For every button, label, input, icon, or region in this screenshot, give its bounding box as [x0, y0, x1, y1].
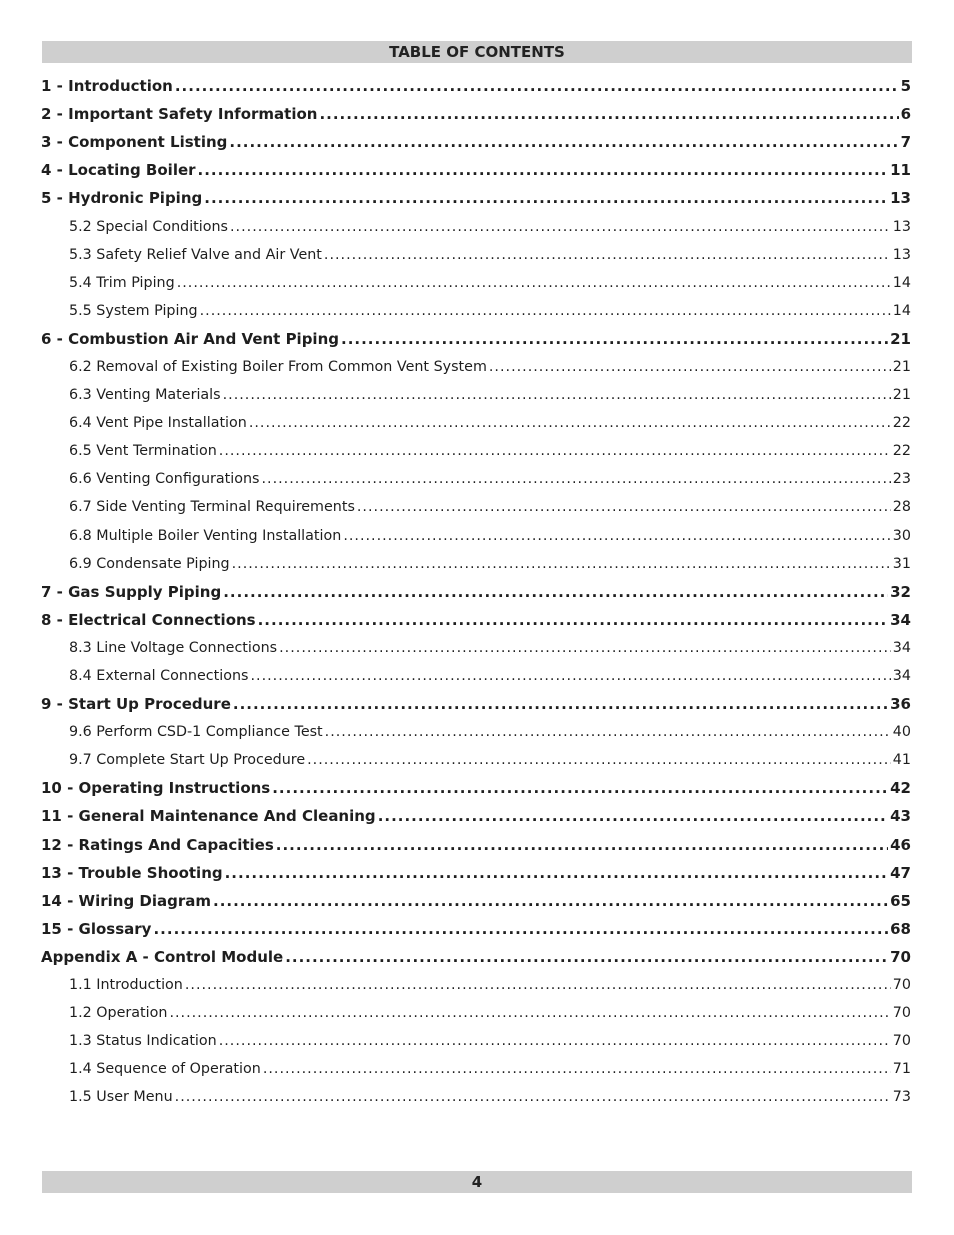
toc-entry-page: 36: [890, 695, 911, 714]
toc-section-entry[interactable]: [41, 887, 911, 915]
toc-entry-page: 70: [892, 977, 911, 994]
toc-subsection-entry[interactable]: [41, 522, 911, 550]
toc-entry-title: 1.1 Introduction: [69, 977, 183, 994]
dot-leader: [213, 892, 888, 910]
toc-section-entry[interactable]: [41, 690, 911, 718]
toc-subsection-entry[interactable]: [41, 746, 911, 774]
dot-leader: [169, 1005, 890, 1021]
toc-entry-title: 5.3 Safety Relief Valve and Air Vent: [69, 246, 322, 263]
toc-header-bar: [42, 41, 912, 63]
toc-entry-page: 7: [900, 133, 911, 152]
toc-section-entry[interactable]: [41, 802, 911, 830]
toc-subsection-entry[interactable]: [41, 241, 911, 269]
dot-leader: [225, 864, 889, 882]
toc-subsection-entry[interactable]: [41, 971, 911, 999]
toc-section-entry[interactable]: [41, 774, 911, 802]
toc-entry-title: 6.4 Vent Pipe Installation: [69, 415, 247, 432]
toc-entry-page: 68: [890, 919, 911, 938]
toc-entry-page: 13: [890, 189, 911, 208]
page-title: TABLE OF CONTENTS: [389, 43, 565, 61]
toc-entry-title: 5 - Hydronic Piping: [41, 189, 203, 208]
toc-entry-page: 14: [892, 274, 911, 291]
toc-entry-page: 5: [900, 77, 911, 96]
toc-entry-page: 6: [900, 105, 911, 124]
dot-leader: [258, 611, 889, 629]
toc-entry-title: 1.5 User Menu: [69, 1089, 173, 1106]
toc-entry-page: 28: [892, 499, 911, 516]
dot-leader: [175, 1089, 891, 1105]
toc-entry-title: 13 - Trouble Shooting: [41, 863, 223, 882]
toc-entry-title: 1.3 Status Indication: [69, 1033, 217, 1050]
toc-entry-page: 31: [892, 555, 911, 572]
toc-entry-title: 6.3 Venting Materials: [69, 387, 221, 404]
page-number: 4: [471, 1173, 483, 1191]
toc-entry-title: 1.4 Sequence of Operation: [69, 1061, 261, 1078]
toc-subsection-entry[interactable]: [41, 437, 911, 465]
toc-section-entry[interactable]: [41, 325, 911, 353]
dot-leader: [319, 105, 898, 123]
toc-entry-page: 70: [892, 1033, 911, 1050]
toc-subsection-entry[interactable]: [41, 718, 911, 746]
dot-leader: [249, 415, 891, 431]
toc-section-entry[interactable]: [41, 100, 911, 128]
toc-entry-page: 41: [892, 752, 911, 769]
dot-leader: [324, 247, 891, 263]
dot-leader: [261, 471, 890, 487]
dot-leader: [343, 528, 890, 544]
dot-leader: [177, 275, 891, 291]
toc-entry-page: 21: [892, 358, 911, 375]
toc-section-entry[interactable]: [41, 859, 911, 887]
toc-entry-page: 14: [892, 302, 911, 319]
toc-entry-title: 5.4 Trim Piping: [69, 274, 175, 291]
toc-entry-page: 30: [892, 527, 911, 544]
toc-section-entry[interactable]: [41, 156, 911, 184]
toc-entry-page: 21: [890, 329, 911, 348]
toc-entry-page: 11: [890, 161, 911, 180]
toc-entry-page: 34: [892, 668, 911, 685]
dot-leader: [276, 836, 888, 854]
dot-leader: [233, 695, 888, 713]
toc-subsection-entry[interactable]: [41, 212, 911, 240]
toc-entry-title: 7 - Gas Supply Piping: [41, 582, 222, 601]
dot-leader: [272, 779, 888, 797]
toc-subsection-entry[interactable]: [41, 297, 911, 325]
toc-entry-page: 13: [892, 218, 911, 235]
toc-section-entry[interactable]: [41, 606, 911, 634]
toc-subsection-entry[interactable]: [41, 634, 911, 662]
toc-entry-title: 6 - Combustion Air And Vent Piping: [41, 329, 339, 348]
toc-entry-page: 73: [892, 1089, 911, 1106]
toc-subsection-entry[interactable]: [41, 381, 911, 409]
toc-entry-title: 9.7 Complete Start Up Procedure: [69, 752, 306, 769]
toc-entry-title: 3 - Component Listing: [41, 133, 228, 152]
dot-leader: [198, 161, 889, 179]
toc-entry-page: 34: [892, 639, 911, 656]
toc-entry-title: 6.6 Venting Configurations: [69, 471, 260, 488]
toc-entry-title: 8 - Electrical Connections: [41, 610, 256, 629]
toc-entry-title: 8.3 Line Voltage Connections: [69, 639, 278, 656]
toc-entry-page: 47: [890, 863, 911, 882]
toc-entry-page: 65: [890, 891, 911, 910]
toc-subsection-entry[interactable]: [41, 465, 911, 493]
dot-leader: [357, 499, 891, 515]
toc-entry-title: Appendix A - Control Module: [41, 947, 284, 966]
toc-entry-page: 70: [890, 947, 911, 966]
toc-entry-page: 21: [892, 387, 911, 404]
toc-entry-page: 22: [892, 415, 911, 432]
dot-leader: [232, 556, 891, 572]
toc-entry-title: 4 - Locating Boiler: [41, 161, 196, 180]
dot-leader: [325, 724, 891, 740]
toc-subsection-entry[interactable]: [41, 1083, 911, 1111]
dot-leader: [263, 1061, 891, 1077]
toc-subsection-entry[interactable]: [41, 493, 911, 521]
toc-entry-title: 9 - Start Up Procedure: [41, 695, 231, 714]
toc-subsection-entry[interactable]: [41, 269, 911, 297]
toc-subsection-entry[interactable]: [41, 1055, 911, 1083]
toc-entry-page: 70: [892, 1005, 911, 1022]
dot-leader: [223, 387, 891, 403]
toc-subsection-entry[interactable]: [41, 662, 911, 690]
toc-entry-title: 10 - Operating Instructions: [41, 779, 271, 798]
toc-entry-title: 8.4 External Connections: [69, 668, 249, 685]
toc-entry-page: 34: [890, 610, 911, 629]
toc-subsection-entry[interactable]: [41, 999, 911, 1027]
dot-leader: [285, 948, 888, 966]
toc-entry-title: 9.6 Perform CSD-1 Compliance Test: [69, 724, 323, 741]
dot-leader: [223, 583, 888, 601]
toc-entry-page: 13: [892, 246, 911, 263]
toc-section-entry[interactable]: [41, 128, 911, 156]
dot-leader: [307, 752, 891, 768]
dot-leader: [185, 977, 891, 993]
toc-entry-title: 6.2 Removal of Existing Boiler From Common Vent System: [69, 358, 487, 375]
toc-entry-title: 6.8 Multiple Boiler Venting Installation: [69, 527, 342, 544]
toc-entry-page: 32: [890, 582, 911, 601]
dot-leader: [489, 359, 891, 375]
toc-entry-page: 42: [890, 779, 911, 798]
toc-entry-page: 40: [892, 724, 911, 741]
toc-subsection-entry[interactable]: [41, 409, 911, 437]
dot-leader: [378, 807, 888, 825]
toc-entry-page: 71: [892, 1061, 911, 1078]
footer-bar: [42, 1171, 912, 1193]
toc-entry-title: 1.2 Operation: [69, 1005, 168, 1022]
dot-leader: [153, 920, 888, 938]
dot-leader: [204, 189, 888, 207]
toc-entry-page: 43: [890, 807, 911, 826]
dot-leader: [251, 668, 891, 684]
toc-entry-title: 2 - Important Safety Information: [41, 105, 318, 124]
toc-subsection-entry[interactable]: [41, 550, 911, 578]
toc-entry-title: 5.5 System Piping: [69, 302, 198, 319]
toc-entry-page: 22: [892, 443, 911, 460]
toc-entry-title: 6.5 Vent Termination: [69, 443, 217, 460]
toc-section-entry[interactable]: [41, 915, 911, 943]
toc-section-entry[interactable]: [41, 943, 911, 971]
toc-entry-title: 12 - Ratings And Capacities: [41, 835, 274, 854]
dot-leader: [229, 133, 898, 151]
toc-entry-title: 15 - Glossary: [41, 919, 152, 938]
toc-entry-title: 5.2 Special Conditions: [69, 218, 229, 235]
toc-entry-title: 6.7 Side Venting Terminal Requirements: [69, 499, 355, 516]
toc-entry-page: 23: [892, 471, 911, 488]
dot-leader: [230, 219, 891, 235]
toc-entry-title: 14 - Wiring Diagram: [41, 891, 212, 910]
dot-leader: [341, 330, 888, 348]
dot-leader: [200, 303, 891, 319]
toc-entry-title: 6.9 Condensate Piping: [69, 555, 230, 572]
toc-section-entry[interactable]: [41, 184, 911, 212]
toc-entry-title: 1 - Introduction: [41, 77, 173, 96]
toc-entry-page: 46: [890, 835, 911, 854]
toc-subsection-entry[interactable]: [41, 353, 911, 381]
toc-entry-title: 11 - General Maintenance And Cleaning: [41, 807, 376, 826]
toc-section-entry[interactable]: [41, 72, 911, 100]
toc-subsection-entry[interactable]: [41, 1027, 911, 1055]
dot-leader: [219, 443, 891, 459]
dot-leader: [219, 1033, 891, 1049]
toc-section-entry[interactable]: [41, 831, 911, 859]
dot-leader: [175, 77, 899, 95]
table-of-contents: [41, 72, 911, 1111]
toc-section-entry[interactable]: [41, 578, 911, 606]
dot-leader: [279, 640, 891, 656]
